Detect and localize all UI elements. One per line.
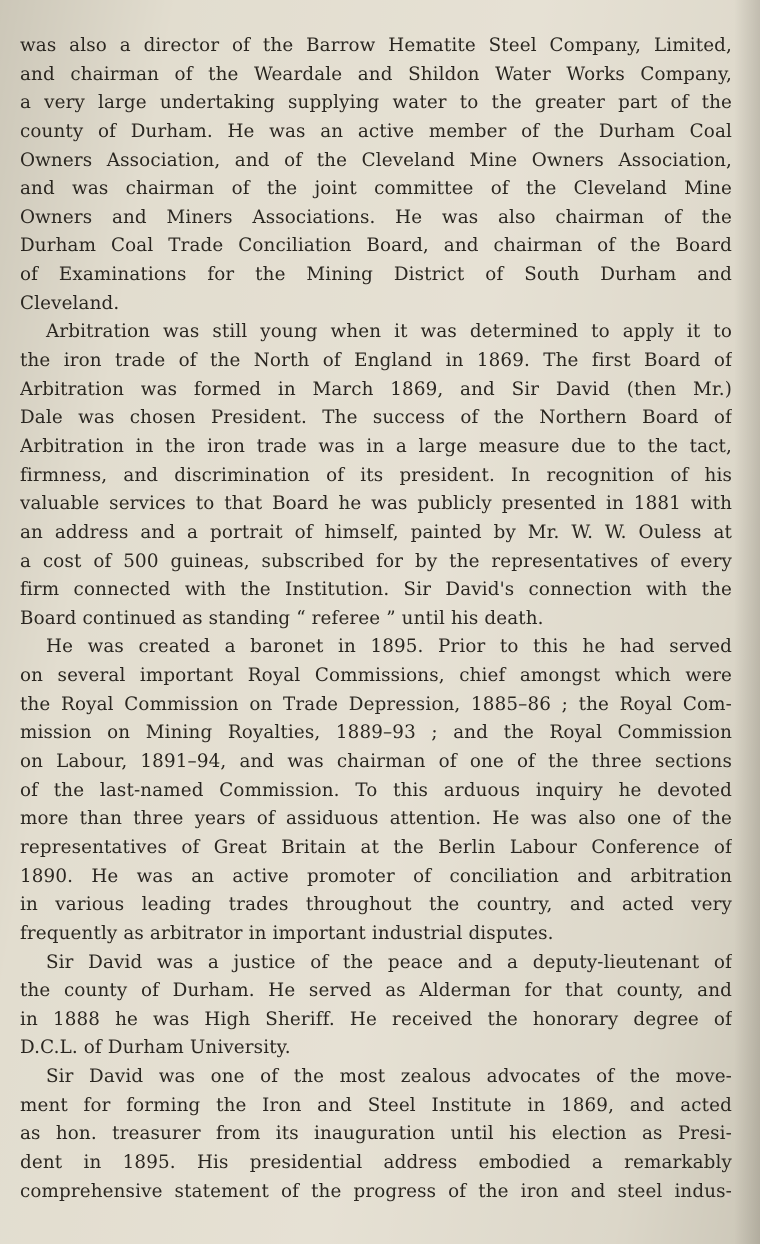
text-line: Owners Association, and of the Cleveland Mine Owners Association, [20,149,732,171]
paragraph [20,949,732,1064]
text-line: D.C.L. of Durham University. [20,1037,291,1059]
text-line: mission on Mining Royalties, 1889–93 ; and the Royal Commission [20,722,732,744]
text-line: Arbitration was formed in March 1869, and Sir David (then Mr.) [20,378,732,400]
text-line: representatives of Great Britain at the Berlin Labour Conference of [20,836,732,858]
text-line: and chairman of the Weardale and Shildon Water Works Company, [20,63,732,85]
text-line: the Royal Commission on Trade Depression, 1885–86 ; the Royal Com- [20,693,732,715]
text-line: firm connected with the Institution. Sir David's connection with the [20,579,732,601]
page-edge-shadow [734,0,760,1244]
paragraph [20,32,732,318]
text-line: Cleveland. [20,292,120,314]
text-line: comprehensive statement of the progress of the iron and steel indus- [20,1180,732,1202]
text-line: Arbitration in the iron trade was in a large measure due to the tact, [20,435,732,457]
text-line: county of Durham. He was an active member of the Durham Coal [20,120,732,142]
text-line: was also a director of the Barrow Hematite Steel Company, Limited, [20,35,732,56]
text-line: firmness, and discrimination of its president. In recognition of his [20,464,732,486]
text-line: Owners and Miners Associations. He was also chairman of the [20,206,732,228]
text-line: ment for forming the Iron and Steel Institute in 1869, and acted [20,1094,732,1116]
paragraph [20,318,732,633]
text-line: frequently as arbitrator in important industrial disputes. [20,922,554,944]
text-line: Arbitration was still young when it was determined to apply it to [46,321,732,343]
text-line: a very large undertaking supplying water to the greater part of the [20,92,732,114]
text-line: Sir David was a justice of the peace and a deputy-lieutenant of [46,951,732,973]
text-line: on several important Royal Commissions, chief amongst which were [20,665,732,687]
text-line: 1890. He was an active promoter of conciliation and arbitration [20,865,732,887]
text-line: He was created a baronet in 1895. Prior to this he had served [46,636,732,658]
text-line: an address and a portrait of himself, painted by Mr. W. W. Ouless at [20,521,732,543]
paragraph [20,633,732,948]
text-line: on Labour, 1891–94, and was chairman of one of the three sections [20,751,732,773]
text-line: and was chairman of the joint committee of the Cleveland Mine [20,178,732,200]
text-line: Sir David was one of the most zealous advocates of the move- [46,1066,732,1088]
text-line: Durham Coal Trade Conciliation Board, and chairman of the Board [20,235,732,257]
body-text [20,32,732,1206]
text-line: the county of Durham. He served as Alderman for that county, and [20,980,732,1002]
text-line: Board continued as standing “ referee ” until his death. [20,607,544,629]
text-line: dent in 1895. His presidential address embodied a remarkably [20,1151,732,1173]
text-line: of Examinations for the Mining District of South Durham and [20,264,732,286]
text-line: in 1888 he was High Sheriff. He received the honorary degree of [20,1008,732,1030]
text-line: a cost of 500 guineas, subscribed for by the representatives of every [20,550,732,572]
text-line: more than three years of assiduous attention. He was also one of the [20,808,732,830]
text-line: of the last-named Commission. To this arduous inquiry he devoted [20,779,732,801]
text-line: the iron trade of the North of England in 1869. The first Board of [20,350,732,372]
paragraph [20,1063,732,1206]
text-line: in various leading trades throughout the country, and acted very [20,894,732,916]
text-line: Dale was chosen President. The success of the Northern Board of [20,407,732,429]
text-line: as hon. treasurer from its inauguration until his election as Presi- [20,1123,732,1145]
text-line: valuable services to that Board he was publicly presented in 1881 with [20,493,732,515]
